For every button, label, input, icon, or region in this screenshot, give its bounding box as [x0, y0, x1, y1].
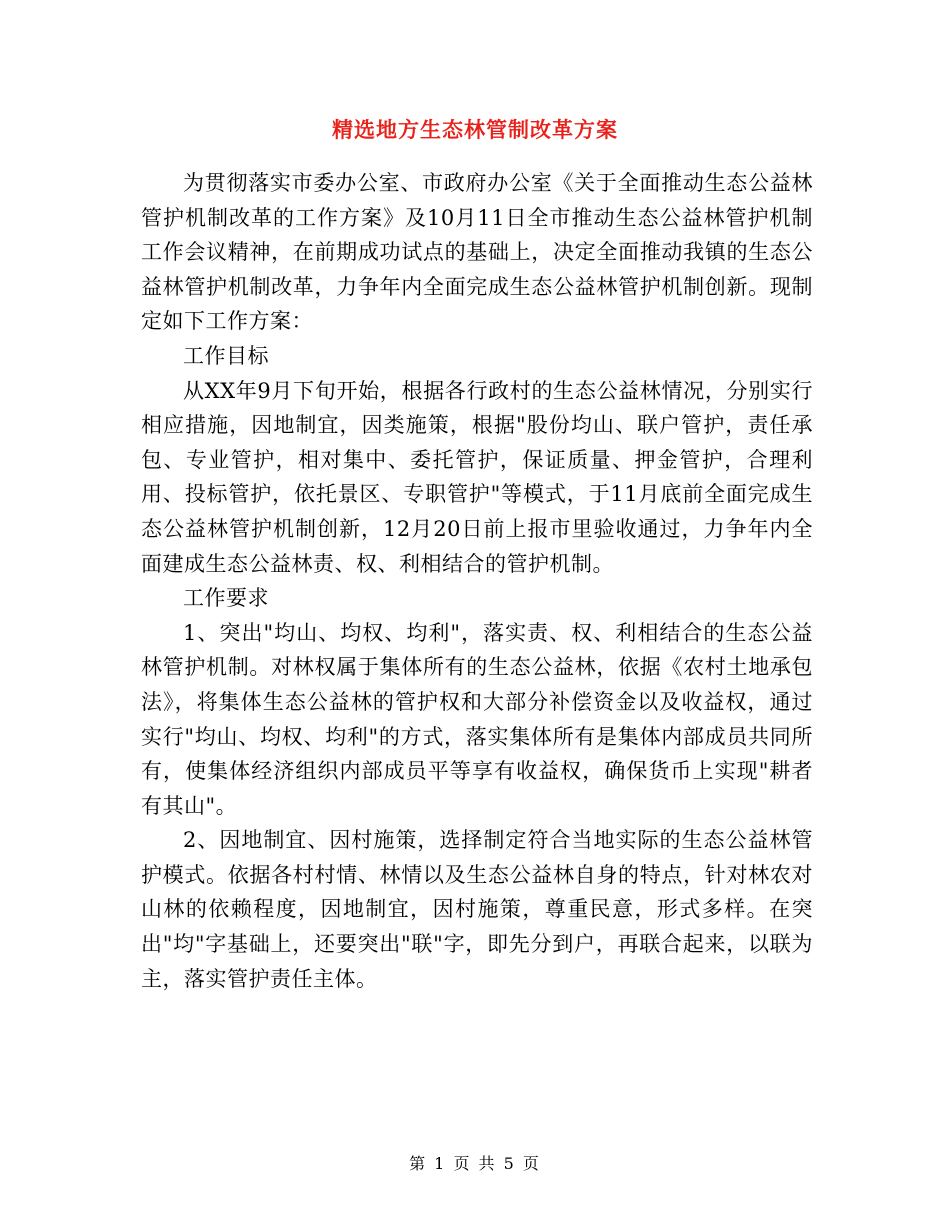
requirement-paragraph-2: 2、因地制宜、因村施策，选择制定符合当地实际的生态公益林管护模式。依据各村村情、林情以及生态公益林自身的特点，针对林农对山林的依赖程度，因地制宜，因村施策，尊重民意，形式多样。在突出"均"字基础上，还要突出"联"字，即先分到户，再联合起来，以联为主，落实管护责任主体。: [141, 828, 813, 991]
page-footer: 第 1 页 共 5 页: [409, 1154, 541, 1173]
requirement-paragraph-1: 1、突出"均山、均权、均利"，落实责、权、利相结合的生态公益林管护机制。对林权属于集体所有的生态公益林，依据《农村土地承包法》，将集体生态公益林的管护权和大部分补偿资金以及收益权，通过实行"均山、均权、均利"的方式，落实集体所有是集体内部成员共同所有，使集体经济组织内部成员平等享有收益权，确保货币上实现"耕者有其山"。: [141, 620, 813, 818]
document-title: 精选地方生态林管制改革方案: [332, 117, 618, 142]
goal-paragraph: 从XX年9月下旬开始，根据各行政村的生态公益林情况，分别实行相应措施，因地制宜，因类施策，根据"股份均山、联户管护，责任承包、专业管护，相对集中、委托管护，保证质量、押金管护，合理利用、投标管护，依托景区、专职管护"等模式，于11月底前全面完成生态公益林管护机制创新，12月20日前上报市里验收通过，力争年内全面建成生态公益林责、权、利相结合的管护机制。: [141, 378, 813, 576]
intro-paragraph: 为贯彻落实市委办公室、市政府办公室《关于全面推动生态公益林管护机制改革的工作方案》及10月11日全市推动生态公益林管护机制工作会议精神，在前期成功试点的基础上，决定全面推动我镇的生态公益林管护机制改革，力争年内全面完成生态公益林管护机制创新。现制定如下工作方案：: [141, 171, 813, 334]
document-body: [141, 166, 813, 996]
section-heading-goal: 工作目标: [183, 343, 269, 368]
section-heading-requirements: 工作要求: [183, 586, 269, 611]
